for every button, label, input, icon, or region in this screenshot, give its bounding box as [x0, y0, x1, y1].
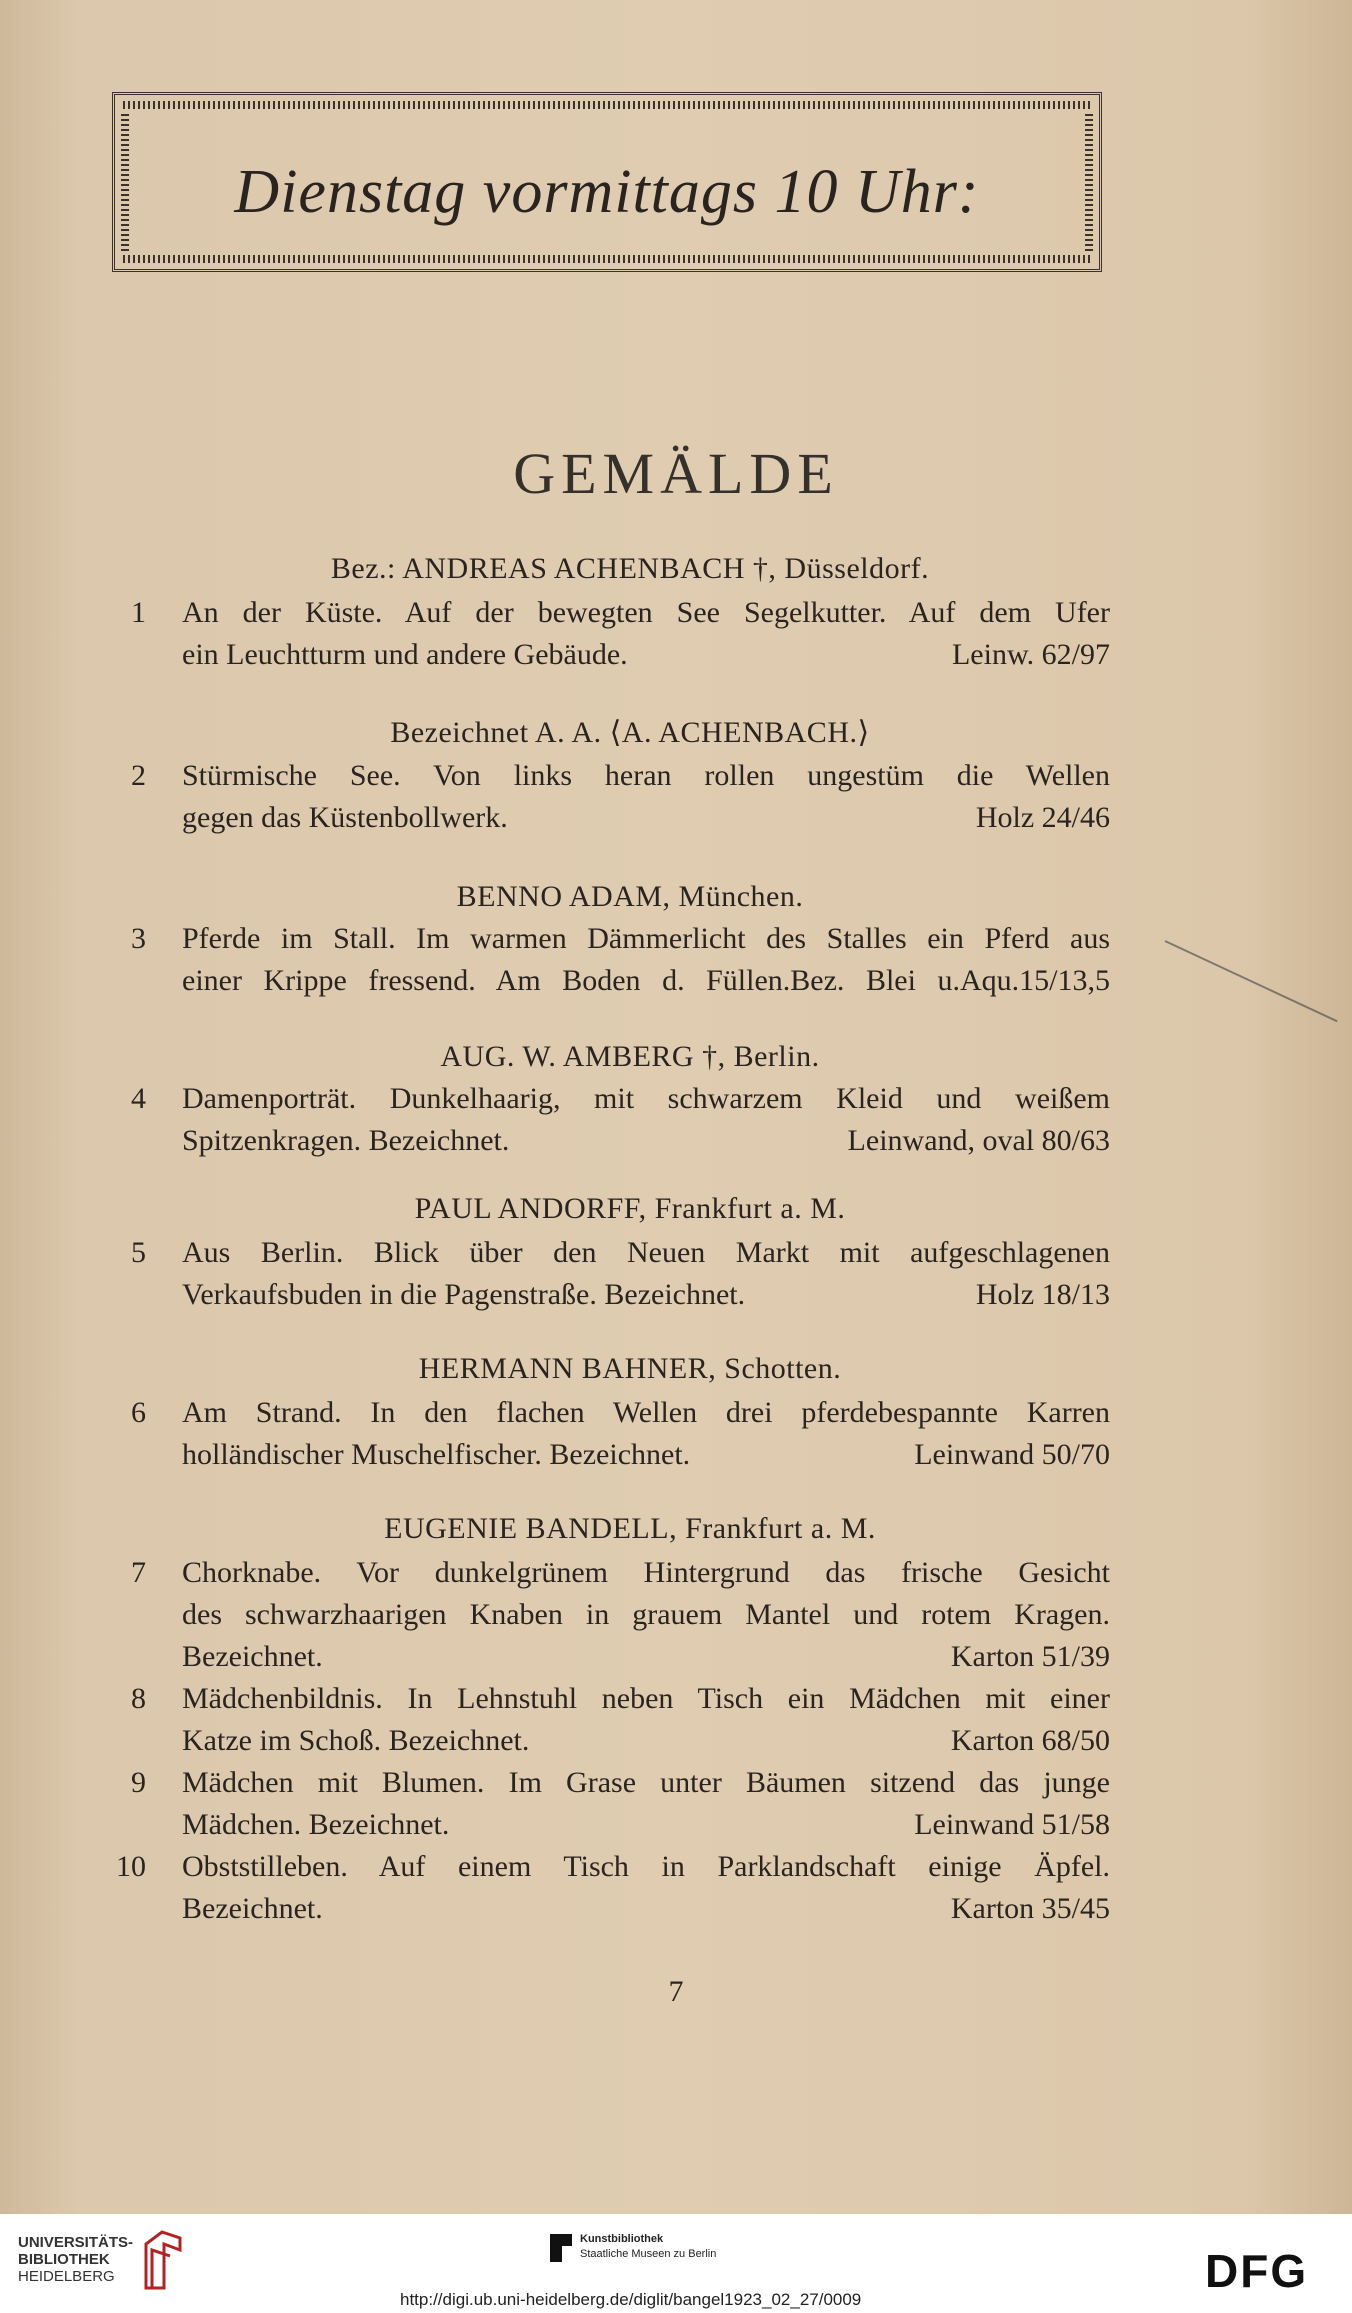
description-line: Mädchen mit Blumen. Im Grase unter Bäumen sitzend das junge — [182, 1766, 1110, 1799]
medium-dimensions: Leinwand 51/58 — [914, 1808, 1110, 1841]
artist-heading: HERMANN BAHNER, Schotten. — [418, 1352, 842, 1385]
page-number: 7 — [668, 1975, 684, 2008]
description-line: gegen das Küstenbollwerk. — [182, 801, 508, 834]
description-line: Spitzenkragen. Bezeichnet. — [182, 1124, 510, 1157]
lot-number: 4 — [131, 1082, 146, 1115]
medium-dimensions: Leinwand 50/70 — [914, 1438, 1110, 1471]
description-line: Obststilleben. Auf einem Tisch in Parklandschaft einige Äpfel. — [182, 1850, 1110, 1883]
lot-number: 1 — [131, 596, 146, 629]
medium-dimensions: Holz 18/13 — [975, 1278, 1110, 1311]
university-logo-icon[interactable] — [140, 2228, 186, 2292]
lot-number: 2 — [131, 759, 146, 792]
lot-number: 6 — [131, 1396, 146, 1429]
kb-line-2: Staatliche Museen zu Berlin — [580, 2248, 717, 2260]
artist-heading: Bez.: ANDREAS ACHENBACH †, Düsseldorf. — [330, 552, 930, 585]
description-line: Bezeichnet. — [182, 1640, 323, 1673]
header-frame — [112, 92, 1102, 272]
artist-heading: AUG. W. AMBERG †, Berlin. — [440, 1040, 820, 1073]
entry-description — [182, 1392, 1110, 1476]
description-line: Katze im Schoß. Bezeichnet. — [182, 1724, 530, 1757]
digitization-footer — [0, 2214, 1352, 2313]
entry-description — [182, 1078, 1110, 1162]
entry-description — [182, 592, 1110, 676]
description-line: Verkaufsbuden in die Pagenstraße. Bezeichnet. — [182, 1278, 746, 1311]
lot-number: 8 — [131, 1682, 146, 1715]
description-line: des schwarzhaarigen Knaben in grauem Mantel und rotem Kragen. — [182, 1598, 1110, 1631]
lot-number: 3 — [131, 922, 146, 955]
entry-description — [182, 1232, 1110, 1316]
kunstbibliothek-logo-icon[interactable] — [548, 2232, 576, 2264]
description-line: Am Strand. In den flachen Wellen drei pferdebespannte Karren — [182, 1396, 1110, 1429]
permalink-url[interactable]: http://digi.ub.uni-heidelberg.de/diglit/bangel1923_02_27/0009 — [400, 2290, 862, 2309]
medium-dimensions: Holz 24/46 — [975, 801, 1110, 834]
artist-heading: PAUL ANDORFF, Frankfurt a. M. — [414, 1192, 846, 1225]
description-line: Bezeichnet. — [182, 1892, 323, 1925]
description-line: An der Küste. Auf der bewegten See Segelkutter. Auf dem Ufer — [182, 596, 1110, 629]
dfg-logo[interactable]: DFG — [1205, 2245, 1309, 2297]
medium-dimensions: Karton 35/45 — [950, 1892, 1110, 1925]
entry-description — [182, 1678, 1110, 1762]
medium-dimensions: Karton 51/39 — [950, 1640, 1110, 1673]
entry-description — [182, 918, 1110, 1002]
entry-description — [182, 755, 1110, 839]
lot-number: 9 — [131, 1766, 146, 1799]
section-title: GEMÄLDE — [513, 441, 839, 506]
artist-heading: Bezeichnet A. A. ⟨A. ACHENBACH.⟩ — [390, 716, 870, 749]
uni-line-1: UNIVERSITÄTS- — [18, 2234, 134, 2251]
description-line: Chorknabe. Vor dunkelgrünem Hintergrund das frische Gesicht — [182, 1556, 1110, 1589]
lot-number: 5 — [131, 1236, 146, 1269]
artist-heading: EUGENIE BANDELL, Frankfurt a. M. — [384, 1512, 876, 1545]
entry-description — [182, 1762, 1110, 1846]
description-line: Pferde im Stall. Im warmen Dämmerlicht des Stalles ein Pferd aus — [182, 922, 1110, 955]
medium-dimensions: Leinwand, oval 80/63 — [847, 1124, 1110, 1157]
description-line: Mädchenbildnis. In Lehnstuhl neben Tisch ein Mädchen mit einer — [182, 1682, 1110, 1715]
university-library-label[interactable] — [18, 2234, 133, 2285]
session-heading: Dienstag vormittags 10 Uhr: — [234, 158, 980, 226]
description-line: Aus Berlin. Blick über den Neuen Markt mit aufgeschlagenen — [182, 1236, 1110, 1269]
medium-dimensions: Karton 68/50 — [950, 1724, 1110, 1757]
entry-description — [182, 1552, 1110, 1678]
description-line: einer Krippe fressend. Am Boden d. Füllen.Bez. Blei u.Aqu.15/13,5 — [182, 964, 1110, 997]
pencil-mark — [1165, 940, 1338, 1022]
medium-dimensions: Leinw. 62/97 — [951, 638, 1110, 671]
artist-heading: BENNO ADAM, München. — [456, 880, 804, 913]
description-line: Stürmische See. Von links heran rollen ungestüm die Wellen — [182, 759, 1110, 792]
description-line: Damenporträt. Dunkelhaarig, mit schwarzem Kleid und weißem — [182, 1082, 1110, 1115]
entry-description — [182, 1846, 1110, 1930]
lot-number: 7 — [131, 1556, 146, 1589]
description-line: Mädchen. Bezeichnet. — [182, 1808, 450, 1841]
lot-number: 10 — [116, 1850, 146, 1883]
uni-line-2: BIBLIOTHEK — [18, 2251, 110, 2268]
uni-line-3: HEIDELBERG — [18, 2268, 115, 2285]
description-line: holländischer Muschelfischer. Bezeichnet. — [182, 1438, 691, 1471]
kunstbibliothek-label[interactable] — [580, 2232, 716, 2262]
description-line: ein Leuchtturm und andere Gebäude. — [182, 638, 628, 671]
kb-line-1: Kunstbibliothek — [580, 2233, 664, 2245]
